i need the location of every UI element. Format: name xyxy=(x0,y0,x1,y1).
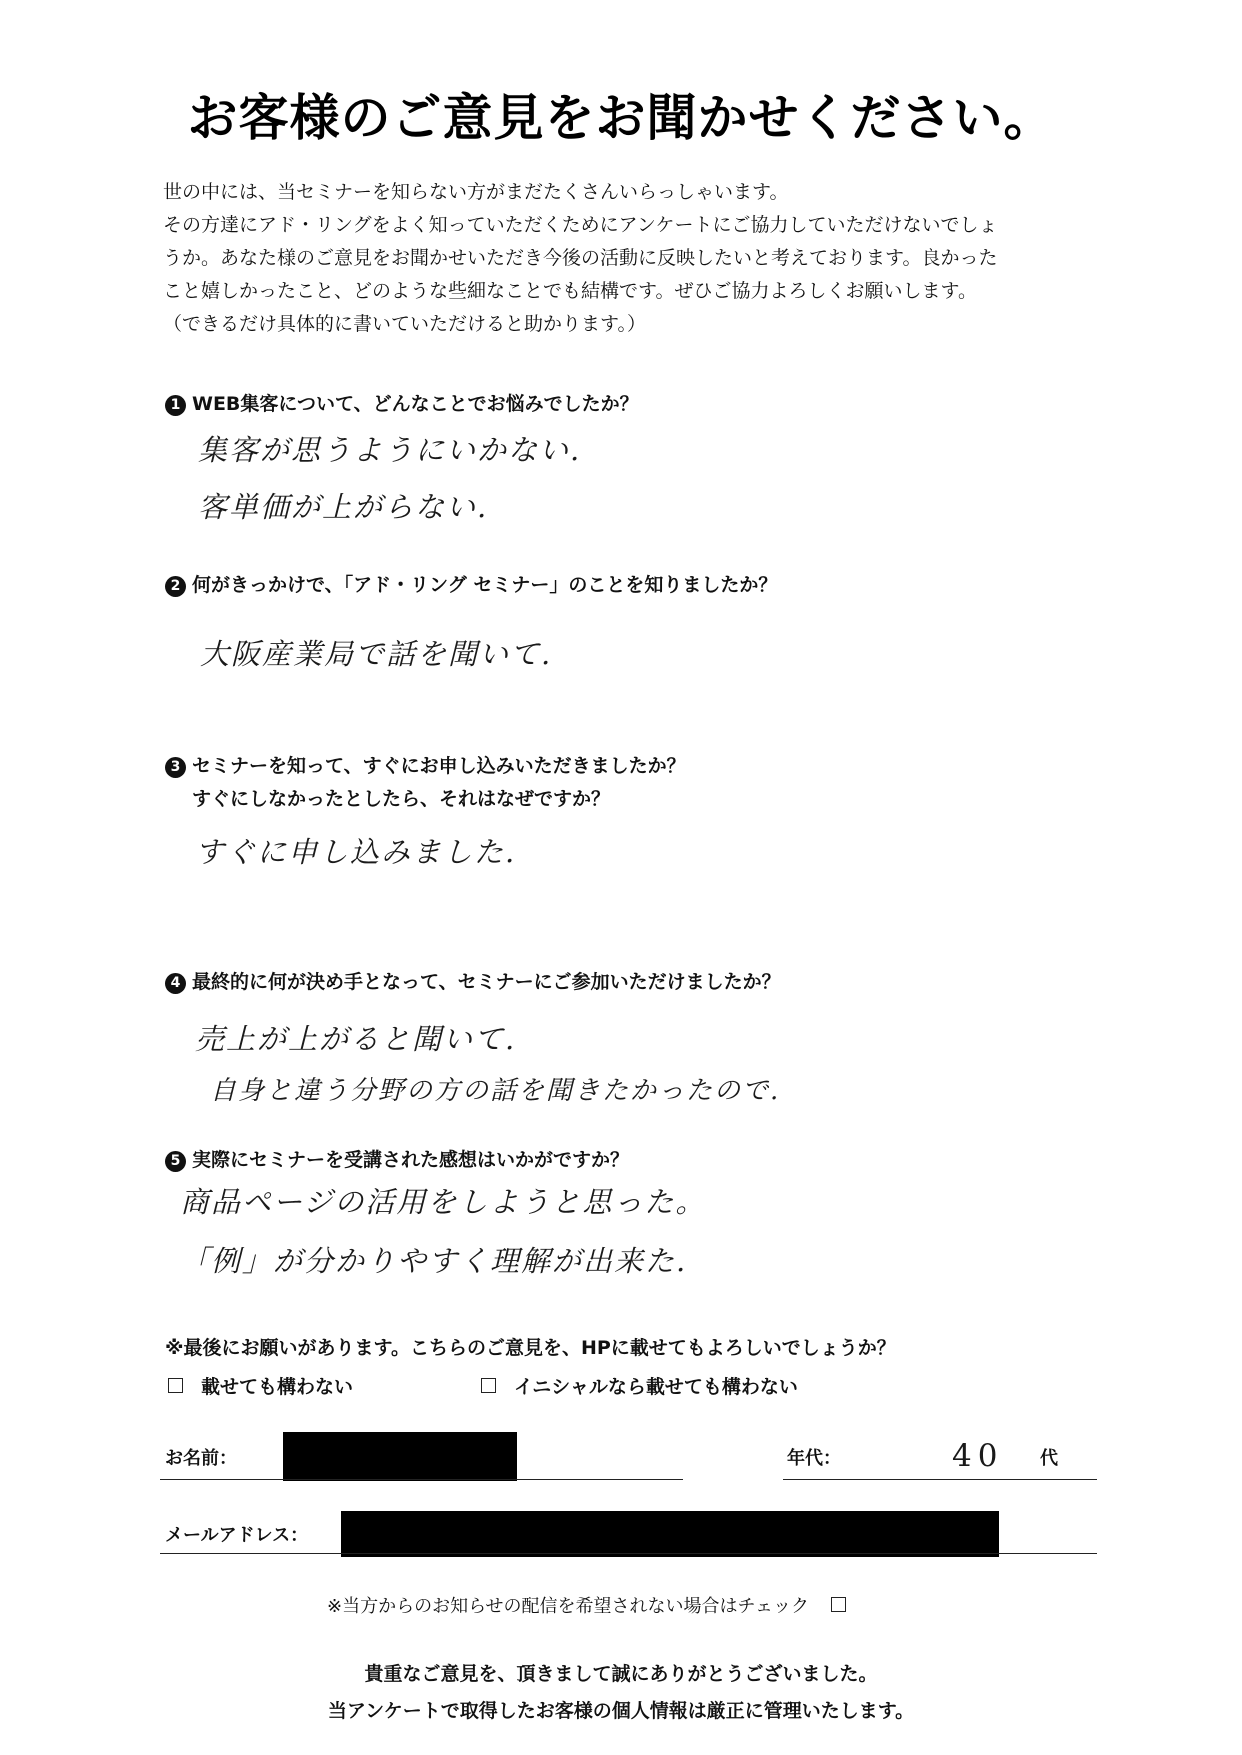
question-4 xyxy=(165,967,781,994)
age-suffix: 代 xyxy=(1040,1448,1058,1469)
question-number-badge: 5 xyxy=(165,1151,186,1172)
intro-line: こと嬉しかったこと、どのような些細なことでも結構です。ぜひご協力よろしくお願いします。 xyxy=(163,280,977,302)
question-text: 何がきっかけで、「アド・リング セミナー」のことを知りましたか？ xyxy=(192,574,778,596)
email-label: メールアドレス： xyxy=(165,1525,309,1546)
answer-1-line-1: 集客が思うようにいかない. xyxy=(198,433,582,467)
question-number-badge: 3 xyxy=(165,757,186,778)
name-field-line[interactable] xyxy=(160,1479,683,1480)
checkbox-publish[interactable] xyxy=(168,1378,183,1393)
intro-line: その方達にアド・リングをよく知っていただくためにアンケートにご協力していただけないでしょ xyxy=(163,214,998,236)
question-text: セミナーを知って、すぐにお申し込みいただきましたか？ xyxy=(192,755,686,777)
intro-line: 世の中には、当セミナーを知らない方がまだたくさんいらっしゃいます。 xyxy=(163,181,789,203)
question-text: 実際にセミナーを受講された感想はいかがですか？ xyxy=(192,1149,630,1171)
answer-5-line-1: 商品ページの活用をしようと思った。 xyxy=(180,1185,707,1219)
answer-2-line-1: 大阪産業局で話を聞いて. xyxy=(200,637,553,671)
answer-4-line-2: 自身と違う分野の方の話を聞きたかったので. xyxy=(210,1076,781,1106)
age-label: 年代： xyxy=(787,1448,841,1469)
question-3-line-2: すぐにしなかったとしたら、それはなぜですか？ xyxy=(192,788,611,810)
publish-option-1-label: 載せても構わない xyxy=(201,1376,354,1398)
intro-text xyxy=(163,176,1083,341)
question-3 xyxy=(165,751,686,778)
publish-option-1[interactable] xyxy=(168,1372,353,1399)
redacted-email xyxy=(341,1511,999,1557)
question-5 xyxy=(165,1145,629,1172)
answer-4-line-1: 売上が上がると聞いて. xyxy=(195,1022,517,1056)
question-number-badge: 1 xyxy=(165,395,186,416)
question-1 xyxy=(165,389,639,416)
footer-thanks: 貴重なご意見を、頂きまして誠にありがとうございました。 xyxy=(364,1663,878,1685)
footer-privacy: 当アンケートで取得したお客様の個人情報は厳正に管理いたします。 xyxy=(327,1700,915,1722)
redacted-name xyxy=(283,1432,517,1481)
age-field-line[interactable] xyxy=(783,1479,1097,1480)
publish-question: ※最後にお願いがあります。こちらのご意見を、HPに載せてもよろしいでしょうか？ xyxy=(165,1337,896,1359)
question-2 xyxy=(165,570,777,597)
publish-option-2-label: イニシャルなら載せても構わない xyxy=(514,1376,798,1398)
age-value: 40 xyxy=(952,1438,1004,1474)
answer-5-line-2: 「例」が分かりやすく理解が出来た. xyxy=(180,1244,688,1278)
intro-line: （できるだけ具体的に書いていただけると助かります。） xyxy=(163,313,646,335)
answer-3-line-1: すぐに申し込みました. xyxy=(195,835,517,869)
answer-1-line-2: 客単価が上がらない. xyxy=(198,490,489,524)
page-title: お客様のご意見をお聞かせください。 xyxy=(187,89,1055,147)
optout-row xyxy=(327,1592,846,1618)
name-label: お名前： xyxy=(165,1448,237,1469)
question-number-badge: 4 xyxy=(165,973,186,994)
question-text: 最終的に何が決め手となって、セミナーにご参加いただけましたか？ xyxy=(192,971,781,993)
email-field-line[interactable] xyxy=(160,1553,1097,1554)
question-number-badge: 2 xyxy=(165,576,186,597)
checkbox-publish-initials[interactable] xyxy=(481,1378,496,1393)
publish-option-2[interactable] xyxy=(481,1372,798,1399)
intro-line: うか。あなた様のご意見をお聞かせいただき今後の活動に反映したいと考えております。良かった xyxy=(163,247,998,269)
question-text: WEB集客について、どんなことでお悩みでしたか？ xyxy=(192,393,639,415)
checkbox-optout[interactable] xyxy=(831,1597,846,1612)
optout-label: ※当方からのお知らせの配信を希望されない場合はチェック xyxy=(327,1596,809,1617)
